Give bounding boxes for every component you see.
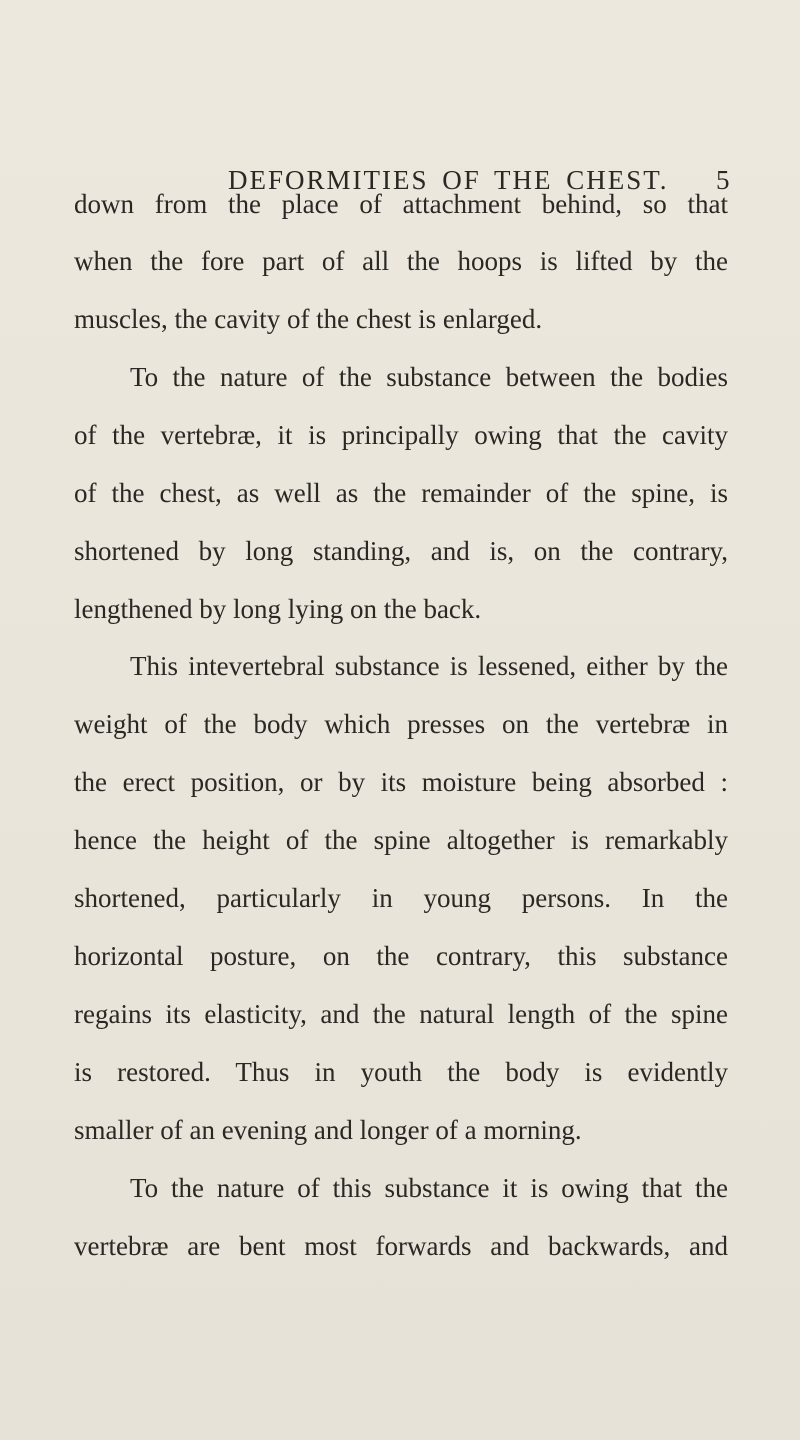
text-line: is restored. Thus in youth the body is evidently: [74, 1057, 728, 1087]
text-line: regains its elasticity, and the natural length of the spine: [74, 999, 728, 1029]
text-line: To the nature of this substance it is owing that the: [130, 1173, 728, 1203]
text-line: vertebræ are bent most forwards and backwards, and: [74, 1231, 728, 1261]
text-line: hence the height of the spine altogether is remarkably: [74, 825, 728, 855]
text-line: when the fore part of all the hoops is lifted by the: [74, 246, 728, 276]
page-number: 5: [716, 165, 730, 195]
text-line: down from the place of attachment behind, so that: [74, 189, 728, 219]
text-line: shortened by long standing, and is, on the contrary,: [74, 536, 728, 566]
text-line: To the nature of the substance between the bodies: [130, 362, 728, 392]
text-line: weight of the body which presses on the vertebræ in: [74, 709, 728, 739]
text-line: muscles, the cavity of the chest is enlarged.: [74, 304, 543, 334]
text-line: horizontal posture, on the contrary, this substance: [74, 941, 728, 971]
text-line: of the chest, as well as the remainder of the spine, is: [74, 478, 728, 508]
text-line: lengthened by long lying on the back.: [74, 594, 482, 624]
running-title: DEFORMITIES OF THE CHEST.: [228, 165, 669, 195]
text-line: of the vertebræ, it is principally owing that the cavity: [74, 420, 728, 450]
text-line: This intevertebral substance is lessened, either by the: [130, 651, 728, 681]
text-line: smaller of an evening and longer of a morning.: [74, 1115, 582, 1145]
text-line: shortened, particularly in young persons. In the: [74, 883, 728, 913]
text-line: the erect position, or by its moisture being absorbed :: [74, 767, 728, 797]
